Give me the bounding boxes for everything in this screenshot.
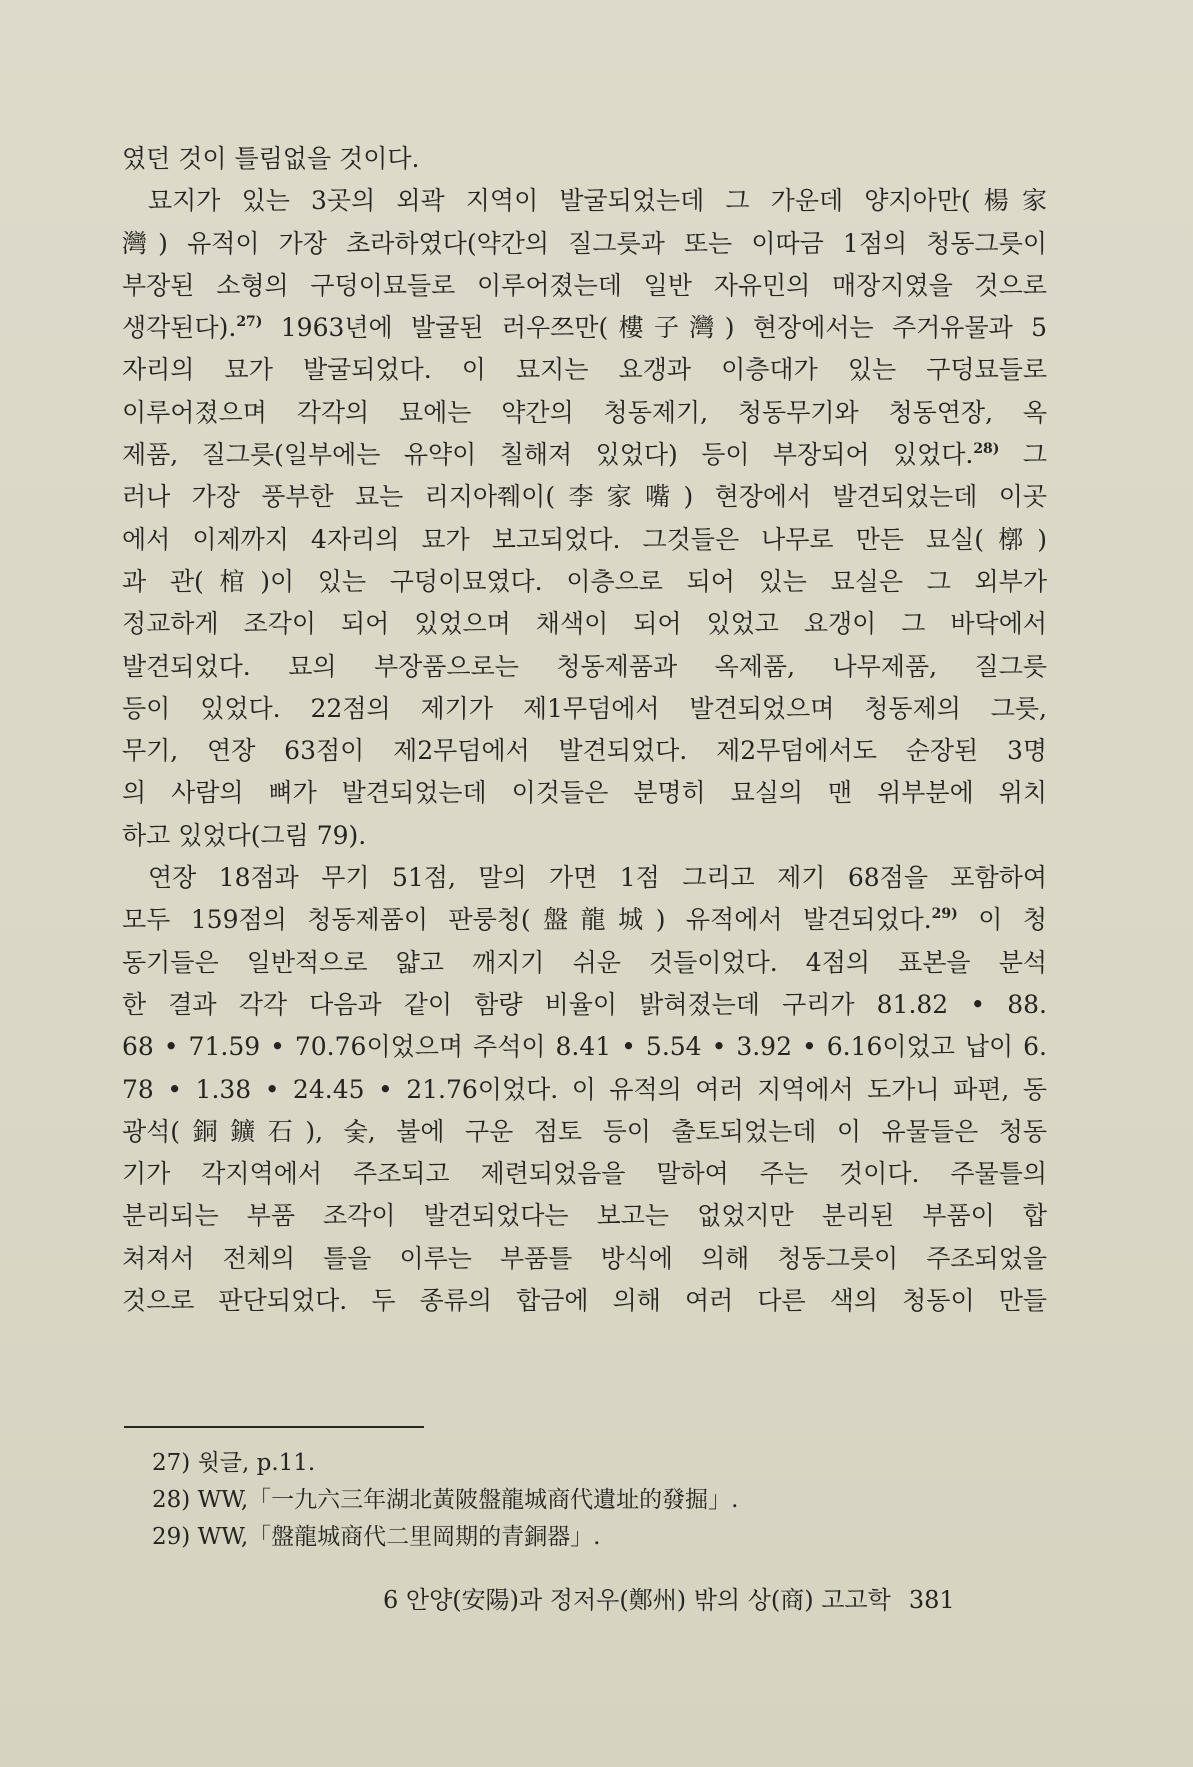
text-line: 기가 각지역에서 주조되고 제련되었음을 말하여 주는 것이다. 주물틀의 [122,1159,1047,1189]
text-line [122,899,1047,941]
text-line: 정교하게 조각이 되어 있었으며 채색이 되어 있었고 요갱이 그 바닥에서 [122,609,1047,639]
text-line: 발견되었다. 묘의 부장품으로는 청동제품과 옥제품, 나무제품, 질그릇 [122,651,1047,681]
text-line: 였던 것이 틀림없을 것이다. [122,144,420,173]
text-line: 분리되는 부품 조각이 발견되었다는 보고는 없었지만 분리된 부품이 합 [122,1201,1047,1231]
footnote-ref: 27) [236,314,263,331]
text-line: 부장된 소형의 구덩이묘들로 이루어졌는데 일반 자유민의 매장지였을 것으로 [122,270,1047,300]
footnote-29 [152,1519,1032,1556]
footnote-ref: 29) [931,906,958,923]
footnote-number: 27) [152,1450,191,1476]
text-line [122,307,1047,349]
footnote-number: 29) [152,1524,191,1550]
text-line: 무기, 연장 63점이 제2무덤에서 발견되었다. 제2무덤에서도 순장된 3명 [122,736,1047,766]
text-line: 이루어졌으며 각각의 묘에는 약간의 청동제기, 청동무기와 청동연장, 옥 [122,397,1047,427]
text-fragment: 제품, 질그릇(일부에는 유약이 칠해져 있었다) 등이 부장되어 있었다. [122,440,974,470]
footnote-text: 윗글, p.11. [197,1450,316,1476]
text-line: 쳐져서 전체의 틀을 이루는 부품틀 방식에 의해 청동그릇이 주조되었을 [122,1243,1047,1273]
text-line: 묘지가 있는 3곳의 외곽 지역이 발굴되었는데 그 가운데 양지아만(楊家 [148,186,1047,216]
footnote-ref: 28) [973,441,1000,458]
text-line [122,434,1047,476]
text-line: 78 • 1.38 • 24.45 • 21.76이었다. 이 유적의 여러 지역에서 도가니 파편, 동 [122,1074,1047,1104]
text-line: 하고 있었다(그림 79). [122,820,367,850]
text-fragment: 1963년에 발굴된 러우쯔만(樓子灣) 현장에서는 주거유물과 5 [280,313,1048,343]
text-line: 한 결과 각각 다음과 같이 함량 비율이 밝혀졌는데 구리가 81.82 • 88. [122,989,1047,1019]
chapter-title: 6 안양(安陽)과 정저우(鄭州) 밖의 상(商) 고고학 [383,1586,891,1614]
footnote-text: WW,「盤龍城商代二里岡期的青銅器」. [197,1524,601,1550]
footnotes [152,1445,1032,1556]
body-text [122,138,1047,1322]
text-line: 것으로 판단되었다. 두 종류의 합금에 의해 여러 다른 색의 청동이 만들 [122,1286,1047,1316]
text-line: 의 사람의 뼈가 발견되었는데 이것들은 분명히 묘실의 맨 위부분에 위치 [122,778,1047,808]
footnote-27 [152,1445,1032,1482]
text-line: 동기들은 일반적으로 얇고 깨지기 쉬운 것들이었다. 4점의 표본을 분석 [122,947,1047,977]
footnote-divider [124,1426,424,1428]
text-line: 과 관(棺)이 있는 구덩이묘였다. 이층으로 되어 있는 묘실은 그 외부가 [122,566,1047,596]
footnote-number: 28) [152,1487,191,1513]
text-fragment: 그 [1022,440,1047,470]
text-line: 자리의 묘가 발굴되었다. 이 묘지는 요갱과 이층대가 있는 구덩묘들로 [122,355,1047,385]
running-footer [383,1580,1053,1615]
page-number: 381 [908,1586,955,1614]
text-line: 러나 가장 풍부한 묘는 리지아쮀이(李家嘴) 현장에서 발견되었는데 이곳 [122,482,1047,512]
text-fragment: 모두 159점의 청동제품이 판룽청(盤龍城) 유적에서 발견되었다. [122,905,932,935]
text-fragment: 생각된다). [122,313,237,343]
text-line: 灣) 유적이 가장 초라하였다(약간의 질그릇과 또는 이따금 1점의 청동그릇이 [122,228,1047,258]
text-line: 광석(銅鑛石), 숯, 불에 구운 점토 등이 출토되었는데 이 유물들은 청동 [122,1116,1047,1146]
text-line: 68 • 71.59 • 70.76이었으며 주석이 8.41 • 5.54 • 3.92 • 6.16이었고 납이 6. [122,1032,1047,1062]
text-line: 연장 18점과 무기 51점, 말의 가면 1점 그리고 제기 68점을 포함하여 [148,863,1047,893]
footnote-text: WW,「一九六三年湖北黃陂盤龍城商代遺址的發掘」. [197,1487,739,1513]
text-line: 에서 이제까지 4자리의 묘가 보고되었다. 그것들은 나무로 만든 묘실(槨) [122,524,1047,554]
text-line: 등이 있었다. 22점의 제기가 제1무덤에서 발견되었으며 청동제의 그릇, [122,693,1047,723]
footnote-28 [152,1482,1032,1519]
text-fragment: 이 청 [978,905,1048,935]
